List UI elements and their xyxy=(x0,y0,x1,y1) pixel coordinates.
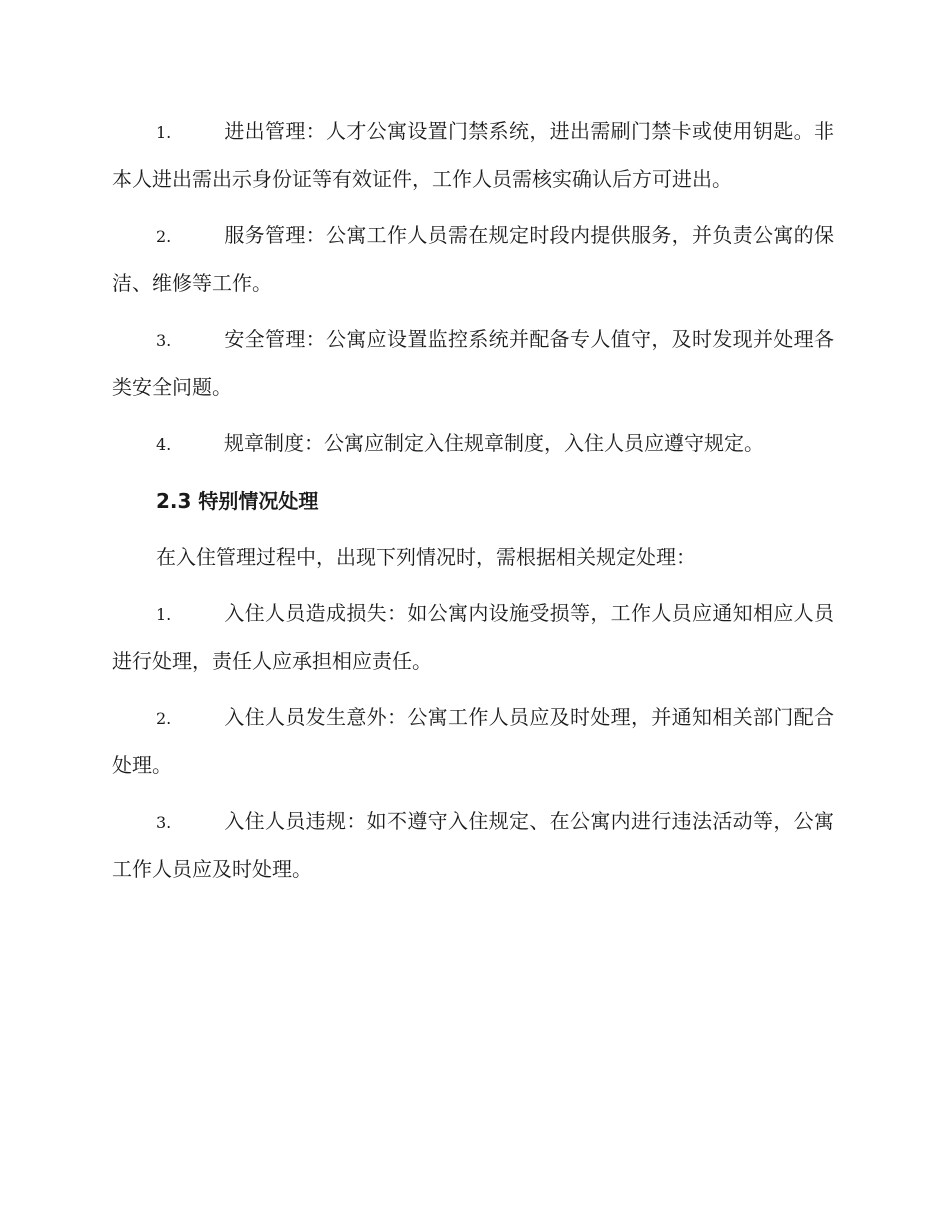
section-heading: 2.3 特别情况处理 xyxy=(156,489,319,513)
list-number: 3. xyxy=(156,813,172,832)
section-intro: 在入住管理过程中，出现下列情况时，需根据相关规定处理： xyxy=(156,545,696,569)
list-item-text: 安全管理：公寓应设置监控系统并配备专人值守，及时发现并处理各类安全问题。 xyxy=(112,327,834,399)
list-item-damage xyxy=(112,590,834,684)
list-number: 3. xyxy=(156,331,172,350)
list-item-text: 入住人员造成损失：如公寓内设施受损等，工作人员应通知相应人员进行处理，责任人应承担相应责任。 xyxy=(112,601,834,673)
list-item-text: 服务管理：公寓工作人员需在规定时段内提供服务，并负责公寓的保洁、维修等工作。 xyxy=(112,223,834,295)
list-number: 4. xyxy=(156,435,172,454)
list-item-accident xyxy=(112,694,834,788)
list-item-safety-management xyxy=(112,316,834,410)
list-number: 1. xyxy=(156,605,172,624)
list-number: 2. xyxy=(156,709,172,728)
list-item-text: 进出管理：人才公寓设置门禁系统，进出需刷门禁卡或使用钥匙。非本人进出需出示身份证等有效证件，工作人员需核实确认后方可进出。 xyxy=(112,119,834,191)
list-item-access-management xyxy=(112,108,834,202)
list-item-text: 规章制度：公寓应制定入住规章制度，入住人员应遵守规定。 xyxy=(224,431,764,455)
list-item-text: 入住人员发生意外：公寓工作人员应及时处理，并通知相关部门配合处理。 xyxy=(112,705,834,777)
list-item-service-management xyxy=(112,212,834,306)
list-number: 1. xyxy=(156,123,172,142)
list-item-text: 入住人员违规：如不遵守入住规定、在公寓内进行违法活动等，公寓工作人员应及时处理。 xyxy=(112,809,834,881)
list-item-rules xyxy=(112,420,834,468)
list-item-violation xyxy=(112,798,834,892)
list-number: 2. xyxy=(156,227,172,246)
document-page xyxy=(112,108,834,902)
